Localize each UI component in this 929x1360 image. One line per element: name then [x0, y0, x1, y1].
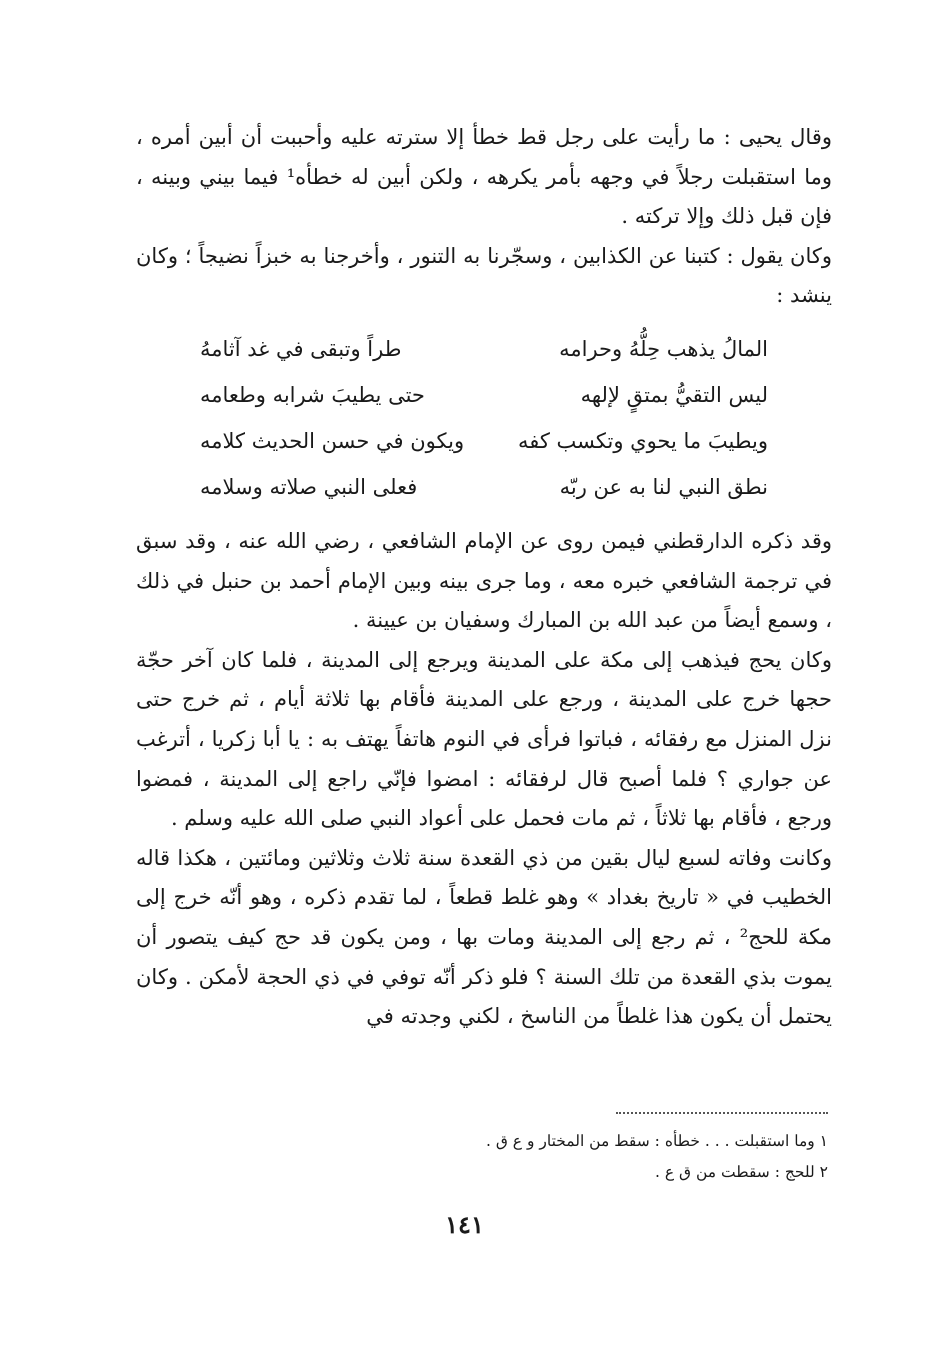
verse-second-hemistich: طراً وتبقى في غد آثامهُ [200, 336, 402, 361]
main-text [136, 118, 832, 1037]
paragraph-kadhabin: وكان يقول : كتبنا عن الكذابين ، وسجّرنا به التنور ، وأخرجنا به خبزاً نضيجاً ؛ وكان ينشد : [136, 243, 832, 308]
poem-verse [200, 372, 768, 418]
verse-first-hemistich: ويطيبَ ما يحوي وتكسب كفه [517, 428, 768, 453]
paragraph-yahya-quote: وقال يحيى : ما رأيت على رجل قط خطأ إلا سترته عليه وأحببت أن أبين أمره ، وما استقبلت رجلاً في وجهه بأمر يكرهه ، ولكن أبين له خطأه¹ فيما بيني وبينه ، فإن قبل ذلك وإلا تركته . [136, 125, 832, 229]
footnote-1: ١ وما استقبلت . . . خطأه : سقط من المختار و ع ق . [485, 1132, 828, 1150]
verse-first-hemistich: نطق النبي لنا به عن ربّه [559, 474, 768, 499]
paragraph-death-date: وكانت وفاته لسبع ليال بقين من ذي القعدة سنة ثلاث وثلاثين ومائتين ، هكذا قاله الخطيب في « تاريخ بغداد » وهو غلط قطعاً ، لما تقدم ذكره ، وهو أنّه خرج إلى مكة للحج² ، ثم رجع إلى المدينة ومات بها ، ومن يكون قد حج كيف يتصور أن يموت بذي القعدة من تلك السنة ؟ فلو ذكر أنّه توفي في ذي الحجة لأمكن . وكان يحتمل أن يكون هذا غلطاً من الناسخ ، لكني وجدته في [136, 845, 832, 1029]
poem-verse [200, 418, 768, 464]
poem [136, 326, 832, 510]
verse-first-hemistich: المالُ يذهب حِلُّهُ وحرامه [559, 336, 768, 361]
verse-second-hemistich: فعلى النبي صلاته وسلامه [200, 474, 418, 499]
paragraph-hajj: وكان يحج فيذهب إلى مكة على المدينة ويرجع إلى المدينة ، فلما كان آخر حجّة حجها خرج على المدينة ، ورجع على المدينة فأقام بها ثلاثة أيام ، ثم خرج حتى نزل المنزل مع رفقائه ، فباتوا فرأى في النوم هاتفاً يهتف به : يا أبا زكريا ، أترغب عن جواري ؟ فلما أصبح قال لرفقائه : امضوا فإنّي راجع إلى المدينة ، فمضوا ورجع ، فأقام بها ثلاثاً ، ثم مات فحمل على أعواد النبي صلى الله عليه وسلم . [136, 647, 832, 831]
poem-verse [200, 464, 768, 510]
page-number: ١٤١ [445, 1210, 484, 1239]
footnote-separator [616, 1112, 828, 1114]
verse-first-hemistich: ليس التقيُّ بمتقٍ لإلهه [580, 382, 768, 407]
poem-verse [200, 326, 768, 372]
verse-second-hemistich: حتى يطيبَ شرابه وطعامه [200, 382, 425, 407]
footnotes [380, 1126, 828, 1188]
verse-second-hemistich: ويكون في حسن الحديث كلامه [200, 428, 465, 453]
paragraph-daraqutni: وقد ذكره الدارقطني فيمن روى عن الإمام الشافعي ، رضي الله عنه ، وقد سبق في ترجمة الشافعي خبره معه ، وما جرى بينه وبين الإمام أحمد بن حنبل في ذلك ، وسمع أيضاً من عبد الله بن المبارك وسفيان بن عيينة . [136, 528, 832, 633]
footnote-2: ٢ للحج : سقطت من ق ع . [655, 1163, 828, 1181]
